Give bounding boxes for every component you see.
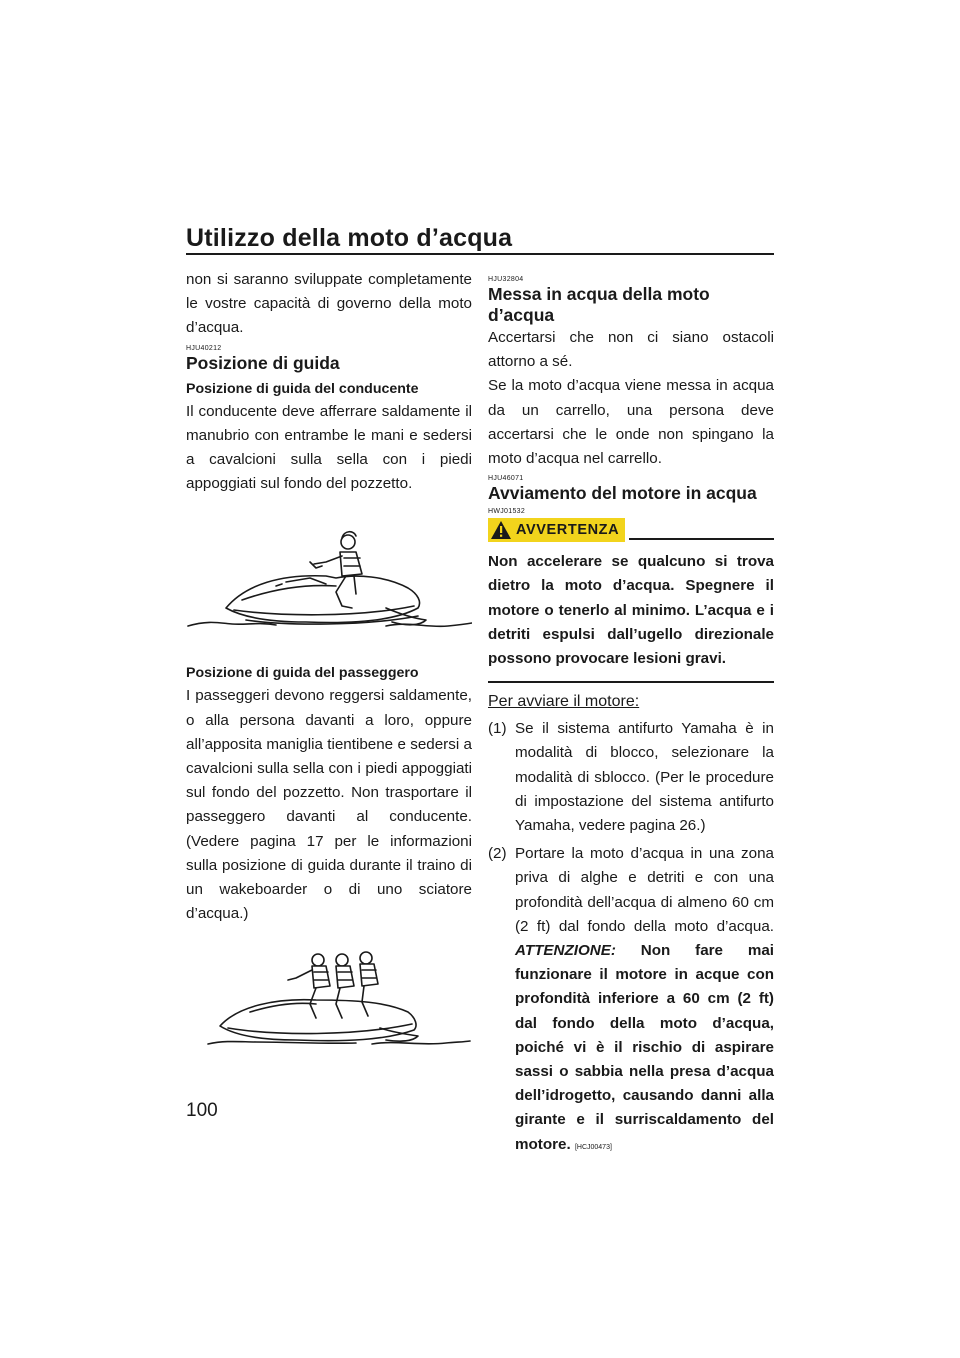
section-code: HJU46071 (488, 475, 524, 483)
intro-paragraph: non si saranno sviluppate completamente le vostre capacità di governo della moto d’acqua. (186, 271, 472, 337)
illustration-rider (186, 522, 472, 656)
list-item-text: Se il sistema antifurto Yamaha è in modalità di blocco, selezionare la modalità di sblocco. (Per le procedure di impostazione del sistema antifurto Yamaha, vedere pagina 26.) (515, 720, 774, 835)
left-column (186, 268, 472, 1064)
section-heading-starting: Avviamento del motore in acqua (488, 483, 757, 504)
warning-badge (488, 518, 625, 542)
launching-paragraph-1: Accertarsi che non ci siano ostacoli attorno a sé. (488, 329, 774, 371)
page-title: Utilizzo della moto d’acqua (186, 224, 513, 252)
right-column (488, 268, 774, 1160)
list-item-number: (1) (488, 720, 507, 738)
warning-code: HWJ01532 (488, 508, 526, 516)
illustration-passengers (186, 946, 472, 1064)
warning-rule (629, 538, 774, 540)
section-heading-riding-position: Posizione di guida (186, 352, 340, 373)
caution-text: Non fare mai funzionare il motore in acque con profondità inferiore a 60 cm (2 ft) dal fondo della moto d’acqua, poiché vi è il rischio di aspirare sassi o sabbia nella presa d’acqua dell’idrogetto, causando danni alla girante e il surriscaldamento del motore. (515, 942, 774, 1153)
header-rule (186, 253, 774, 255)
warning-label: AVVERTENZA (516, 522, 620, 539)
section-code: HJU32804 (488, 276, 524, 283)
list-item (488, 717, 774, 838)
warning-text: Non accelerare se qualcuno si trova dietro la moto d’acqua. Spegnere il motore o tenerlo al minimo. L’acqua e i detriti espulsi dall’ugello direzionale possono provocare lesioni gravi. (488, 553, 774, 668)
section-code: HJU40212 (186, 344, 222, 352)
warning-triangle-icon (490, 520, 512, 540)
section-heading-launching: Messa in acqua della moto d’acqua (488, 284, 710, 325)
list-item-text-main: Portare la moto d’acqua in una zona priva di alghe e detriti e con una profondità dell’acqua di almeno 60 cm (2 ft) dal fondo della moto d’acqua. (515, 845, 774, 935)
subheading-driver: Posizione di guida del conducente (186, 380, 419, 397)
caution-label: ATTENZIONE: (515, 942, 616, 960)
driver-paragraph: Il conducente deve afferrare saldamente il manubrio con entrambe le mani e sedersi a cavalcioni sulla sella con i piedi appoggiati sul fondo del pozzetto. (186, 402, 472, 493)
warning-header (488, 518, 774, 542)
list-item (488, 842, 774, 1160)
list-item-number: (2) (488, 845, 507, 863)
list-item-text (515, 842, 774, 1160)
subheading-passenger: Posizione di guida del passeggero (186, 665, 419, 682)
page-number: 100 (186, 1100, 218, 1121)
passenger-paragraph: I passeggeri devono reggersi saldamente, o alla persona davanti a loro, oppure all’apposita maniglia tientibene e sedersi a cavalcioni sulla sella con i piedi appoggiati sul fondo del pozzetto. Non trasportare il passeggero davanti al conducente. (Vedere pagina 17 per le informazioni sulla posizione di guida durante il traino di un wakeboarder o di uno sciatore d’acqua.) (186, 687, 472, 923)
launching-paragraph-2: Se la moto d’acqua viene messa in acqua da un carrello, una persona deve accertarsi che le onde non spingano la moto d’acqua nel carrello. (488, 377, 774, 468)
warning-bottom-rule (488, 681, 774, 683)
subheading-start-engine: Per avviare il motore: (488, 693, 640, 711)
caution-ref-code: [HCJ00473] (574, 1143, 612, 1151)
